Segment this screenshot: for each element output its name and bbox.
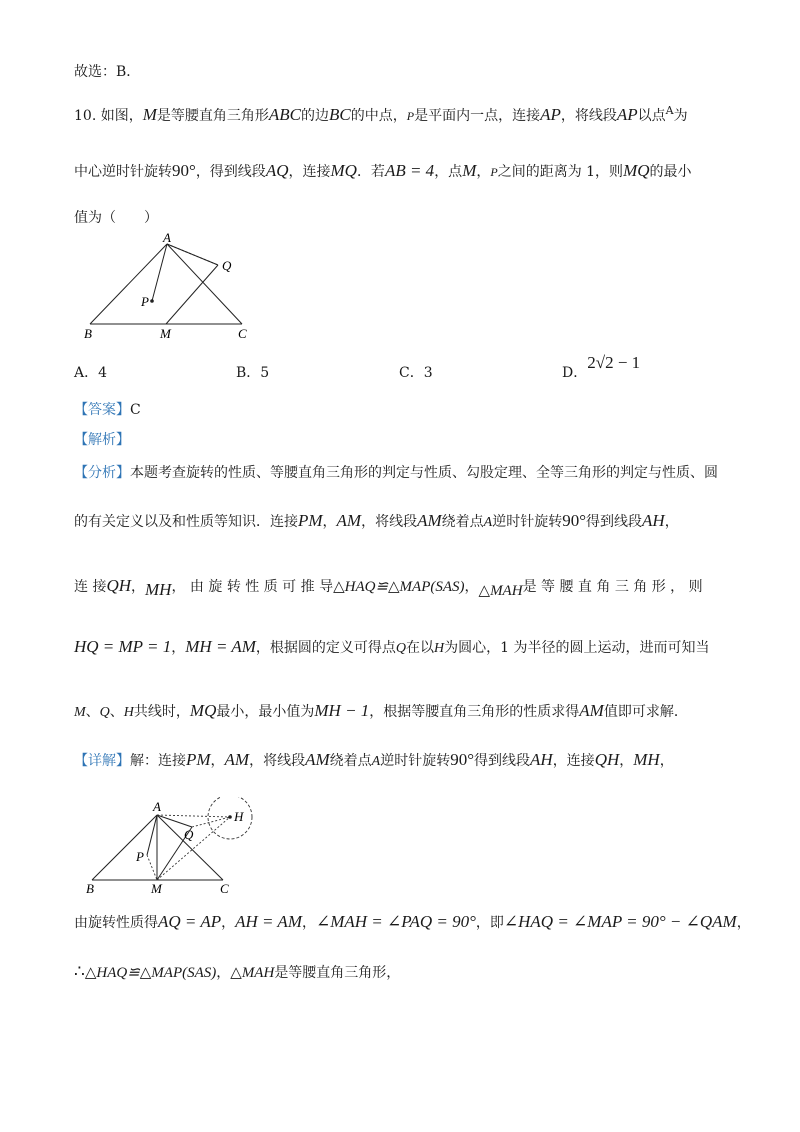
- question-line-3: 值为（ ）: [74, 210, 158, 226]
- segment-AB: [92, 815, 157, 880]
- option-a: A．4: [74, 365, 108, 381]
- answer-tag: 【答案】: [74, 402, 130, 418]
- question-line-2: 中心逆时针旋转90°，得到线段AQ，连接MQ．若AB = 4，点M，P之间的距离为 1，则MQ的最小: [74, 161, 692, 180]
- option-b: B．5: [236, 365, 270, 381]
- question-figure: [80, 232, 260, 344]
- fenxi-line-5: M、Q、H共线时，MQ最小，最小值为MH − 1，根据等腰直角三角形的性质求得AM值即可求解．: [74, 701, 688, 720]
- option-d-value: 2√2 − 1: [587, 353, 641, 372]
- detail-line-3: ∴△HAQ≌△MAP(SAS)，△MAH是等腰直角三角形，: [74, 962, 401, 981]
- label-C: C: [238, 326, 247, 341]
- fenxi-line-2: 的有关定义以及和性质等知识．连接PM，AM，将线段AM绕着点A逆时针旋转90°得到线段AH，: [74, 511, 679, 530]
- segment-AC: [167, 244, 242, 324]
- label-P: P: [136, 849, 144, 864]
- label-H: H: [234, 809, 244, 824]
- segment-AQ: [157, 815, 192, 827]
- segment-AB: [90, 244, 167, 324]
- analysis-tag: 【解析】: [74, 432, 130, 448]
- fenxi-line-1: 【分析】本题考查旋转的性质、等腰直角三角形的判定与性质、勾股定理、全等三角形的判定与性质、圆: [74, 465, 718, 481]
- segment-AC: [157, 815, 223, 880]
- segment-AP: [152, 244, 167, 301]
- previous-answer: 故选：B．: [74, 64, 141, 80]
- option-d: D．2√2 − 1: [562, 353, 641, 381]
- point-H: [228, 815, 232, 819]
- label-A: A: [153, 799, 161, 814]
- question-number: 10. 如图，: [74, 108, 143, 124]
- answer: [74, 400, 141, 420]
- label-B: B: [86, 881, 94, 896]
- label-M: M: [151, 881, 162, 896]
- segment-AH: [157, 815, 230, 817]
- label-C: C: [220, 881, 229, 896]
- fenxi-tag: 【分析】: [74, 465, 130, 481]
- detail-line-1: 【详解】解：连接PM，AM，将线段AM绕着点A逆时针旋转90°得到线段AH，连接QH，MH，: [74, 750, 674, 769]
- question-line-1: 10. 如图，M是等腰直角三角形ABC的边BC的中点，P是平面内一点，连接AP，将线段AP以点$^A$为: [74, 104, 688, 124]
- label-A: A: [163, 232, 171, 245]
- fenxi-line-4: HQ = MP = 1，MH = AM，根据圆的定义可得点Q在以H为圆心，1 为半径的圆上运动，进而可知当: [74, 637, 710, 656]
- label-M: M: [160, 326, 171, 341]
- label-P: P: [141, 294, 149, 309]
- detail-line-2: 由旋转性质得AQ = AP，AH = AM，∠MAH = ∠PAQ = 90°，即∠HAQ = ∠MAP = 90° − ∠QAM，: [74, 912, 751, 931]
- answer-value: C: [130, 402, 141, 418]
- option-c: C．3: [399, 365, 433, 381]
- solution-figure: [80, 797, 260, 897]
- label-Q: Q: [222, 258, 232, 273]
- label-B: B: [84, 326, 92, 341]
- segment-MQ: [166, 265, 218, 324]
- detail-tag: 【详解】: [74, 753, 130, 769]
- segment-AP: [147, 815, 157, 855]
- segment-PM: [147, 855, 157, 880]
- label-Q: Q: [184, 827, 194, 842]
- fenxi-line-3: 连 接QH，MH， 由 旋 转 性 质 可 推 导△HAQ≌△MAP(SAS)，△MAH是 等 腰 直 角 三 角 形 ， 则: [74, 576, 703, 599]
- point-P: [150, 299, 154, 303]
